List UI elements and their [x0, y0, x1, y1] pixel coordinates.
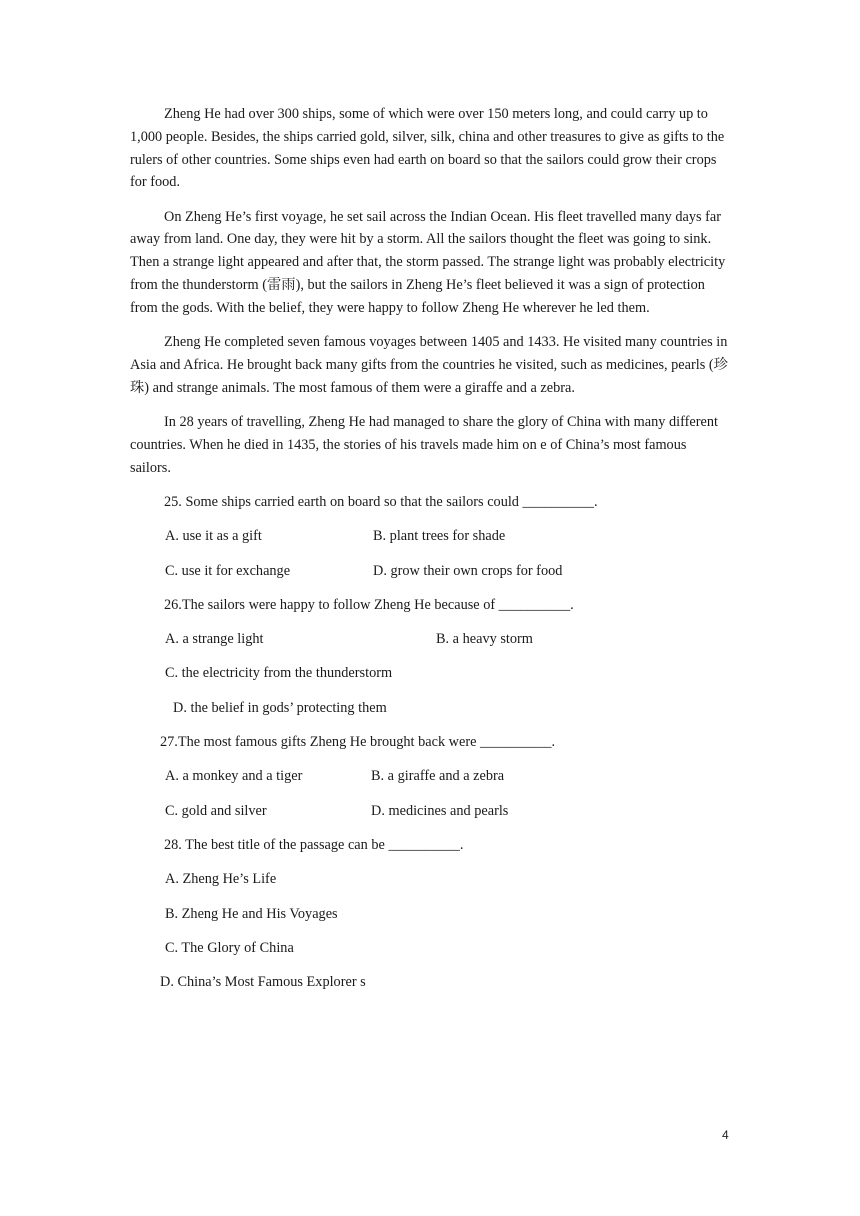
- question-27-option-a: A. a monkey and a tiger: [165, 768, 303, 785]
- question-28-stem: [130, 834, 730, 868]
- question-28-option-c-row: [130, 937, 730, 971]
- question-27-option-d: D. medicines and pearls: [371, 802, 509, 819]
- question-25-stem: [130, 491, 730, 525]
- question-26-text: 26.The sailors were happy to follow Zheng He because of __________.: [164, 596, 574, 613]
- question-25-options-row-2: [130, 560, 730, 594]
- question-27-options-row-2: [130, 800, 730, 834]
- question-25-text: 25. Some ships carried earth on board so that the sailors could __________.: [164, 493, 598, 510]
- question-28-option-b: B. Zheng He and His Voyages: [165, 905, 338, 922]
- question-26-option-b: B. a heavy storm: [436, 631, 533, 648]
- question-25-option-b: B. plant trees for shade: [373, 528, 506, 545]
- document-page: [130, 103, 730, 1005]
- question-26-option-c: C. the electricity from the thunderstorm: [165, 665, 393, 682]
- question-28-option-d-row: [130, 971, 730, 1005]
- question-27-stem: [130, 731, 730, 765]
- passage-paragraph-4: In 28 years of travelling, Zheng He had managed to share the glory of China with many different countries. When he died in 1435, the stories of his travels made him on e of China’s most famous sailors.: [130, 414, 718, 476]
- passage-paragraph-1: Zheng He had over 300 ships, some of which were over 150 meters long, and could carry up to 1,000 people. Besides, the ships carried gold, silver, silk, china and other treasures to give as gifts to the rulers of other countries. Some ships even had earth on board so that the sailors could grow their crops for food.: [130, 106, 725, 191]
- question-28-option-d: D. China’s Most Famous Explorer s: [160, 974, 366, 991]
- question-25-option-a: A. use it as a gift: [165, 528, 262, 545]
- question-28-option-a: A. Zheng He’s Life: [165, 871, 277, 888]
- question-26-stem: [130, 594, 730, 628]
- question-27-text: 27.The most famous gifts Zheng He brought back were __________.: [160, 734, 556, 751]
- question-25-option-d: D. grow their own crops for food: [373, 562, 563, 579]
- question-25-options-row-1: [130, 525, 730, 559]
- question-26-options-row-1: [130, 628, 730, 662]
- question-28-text: 28. The best title of the passage can be __________.: [164, 836, 464, 853]
- question-28-option-b-row: [130, 903, 730, 937]
- question-27-option-c: C. gold and silver: [165, 802, 267, 819]
- question-28-option-a-row: [130, 868, 730, 902]
- page-number: 4: [722, 1128, 729, 1142]
- question-26-option-a: A. a strange light: [165, 631, 264, 648]
- question-28-option-c: C. The Glory of China: [165, 939, 294, 956]
- passage-paragraph-2: On Zheng He’s first voyage, he set sail across the Indian Ocean. His fleet travelled many days far away from land. One day, they were hit by a storm. All the sailors thought the fleet was going to sink. Then a strange light appeared and after that, the storm passed. The strange light was probably electricity from the thunderstorm (雷雨), but the sailors in Zheng He’s fleet believed it was a sign of protection from the gods. With the belief, they were happy to follow Zheng He wherever he led them.: [130, 208, 726, 316]
- question-27-options-row-1: [130, 765, 730, 799]
- question-25-option-c: C. use it for exchange: [165, 562, 291, 579]
- question-27-option-b: B. a giraffe and a zebra: [371, 768, 505, 785]
- question-26-option-d: D. the belief in gods’ protecting them: [173, 699, 387, 716]
- question-26-options-row-2: [130, 662, 730, 696]
- question-26-options-row-3: [130, 697, 730, 731]
- passage-paragraph-3: Zheng He completed seven famous voyages between 1405 and 1433. He visited many countries in Asia and Africa. He brought back many gifts from the countries he visited, such as medicines, pearls (珍珠) and strange animals. The most famous of them were a giraffe and a zebra.: [130, 334, 728, 396]
